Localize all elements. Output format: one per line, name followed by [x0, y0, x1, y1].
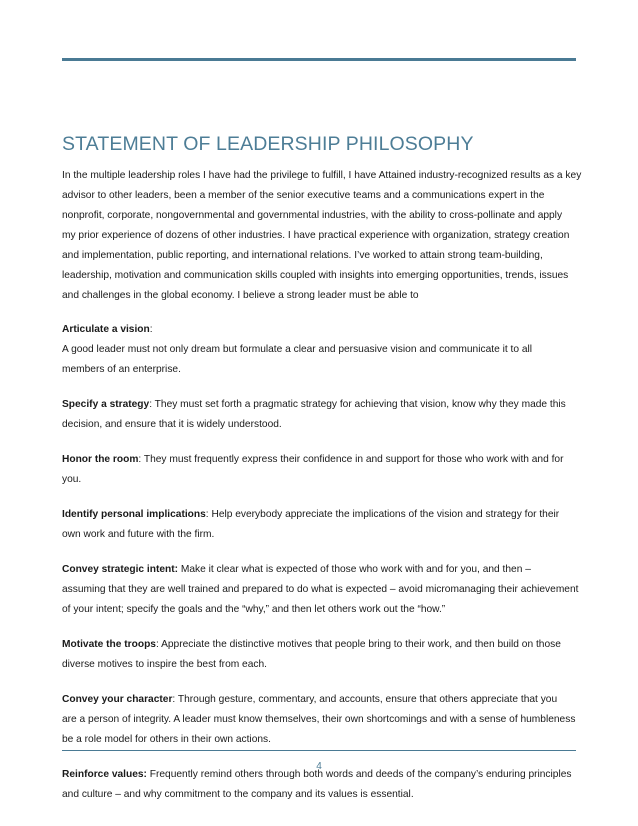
principle-honor-room	[62, 450, 582, 490]
intro-line: and implementation, public reporting, and international relations. I’ve worked to attain strong team-building,	[62, 250, 543, 261]
page-number: 4	[316, 761, 322, 772]
principle-text: Frequently remind others through both words and deeds of the company’s enduring principles	[146, 769, 572, 780]
principle-text: you.	[62, 474, 82, 485]
principle-text: of your intent; specify the goals and the “why,” and then let others work out the “how.”	[62, 604, 446, 615]
intro-paragraph	[62, 166, 582, 306]
principle-specify-strategy	[62, 395, 582, 435]
intro-line: nonprofit, corporate, nongovernmental and governmental industries, with the ability to cross-pollinate and apply	[62, 210, 563, 221]
principle-term: Specify a strategy	[62, 399, 150, 410]
bottom-divider	[62, 750, 576, 751]
principle-text: : They must frequently express their confidence in and support for those who work with and for	[138, 454, 564, 465]
principle-text: : Help everybody appreciate the implications of the vision and strategy for their	[205, 509, 560, 520]
intro-line: advisor to other leaders, been a member of the senior executive teams and a communications expert in the	[62, 190, 545, 201]
principle-text: own work and future with the firm.	[62, 529, 215, 540]
principle-motivate-troops	[62, 635, 582, 675]
intro-line: In the multiple leadership roles I have had the privilege to fulfill, I have Attained industry-recognized results as a key	[62, 170, 582, 181]
principle-text: A good leader must not only dream but formulate a clear and persuasive vision and communicate it to all	[62, 344, 533, 355]
principle-term: Motivate the troops	[62, 639, 156, 650]
principle-convey-character	[62, 690, 582, 750]
principle-articulate-vision	[62, 320, 582, 380]
document-body	[62, 166, 582, 820]
principle-term: Convey strategic intent:	[62, 564, 179, 575]
intro-line: leadership, motivation and communication skills coupled with insights into emerging opportunities, trends, issues	[62, 270, 569, 281]
top-divider	[62, 58, 576, 61]
principle-text: are a person of integrity. A leader must know themselves, their own shortcomings and with a sense of humbleness	[62, 714, 576, 725]
principle-text: :	[149, 324, 153, 335]
principle-text: : Appreciate the distinctive motives that people bring to their work, and then build on those	[155, 639, 561, 650]
principle-text: members of an enterprise.	[62, 364, 181, 375]
principle-text: : They must set forth a pragmatic strategy for achieving that vision, know why they made this	[149, 399, 566, 410]
principle-text: : Through gesture, commentary, and accounts, ensure that others appreciate that you	[172, 694, 558, 705]
principle-term: Reinforce values:	[62, 769, 147, 780]
principle-term: Convey your character	[62, 694, 173, 705]
principle-text: assuming that they are well trained and prepared to do what is expected – avoid micromanaging their achievement	[62, 584, 579, 595]
page-title: STATEMENT OF LEADERSHIP PHILOSOPHY	[62, 133, 474, 155]
intro-line: my prior experience of dozens of other industries. I have practical experience with organization, strategy creation	[62, 230, 570, 241]
principle-text: be a role model for others in their own actions.	[62, 734, 271, 745]
principle-term: Articulate a vision	[62, 324, 150, 335]
principle-text: decision, and ensure that it is widely understood.	[62, 419, 282, 430]
principle-text: diverse motives to inspire the best from each.	[62, 659, 267, 670]
principle-identify-implications	[62, 505, 582, 545]
principle-text: and culture – and why commitment to the company and its values is essential.	[62, 789, 414, 800]
intro-line: and challenges in the global economy. I believe a strong leader must be able to	[62, 290, 419, 301]
principle-text: Make it clear what is expected of those who work with and for you, and then –	[178, 564, 531, 575]
principle-term: Identify personal implications	[62, 509, 206, 520]
principle-term: Honor the room	[62, 454, 139, 465]
principle-convey-intent	[62, 560, 582, 620]
